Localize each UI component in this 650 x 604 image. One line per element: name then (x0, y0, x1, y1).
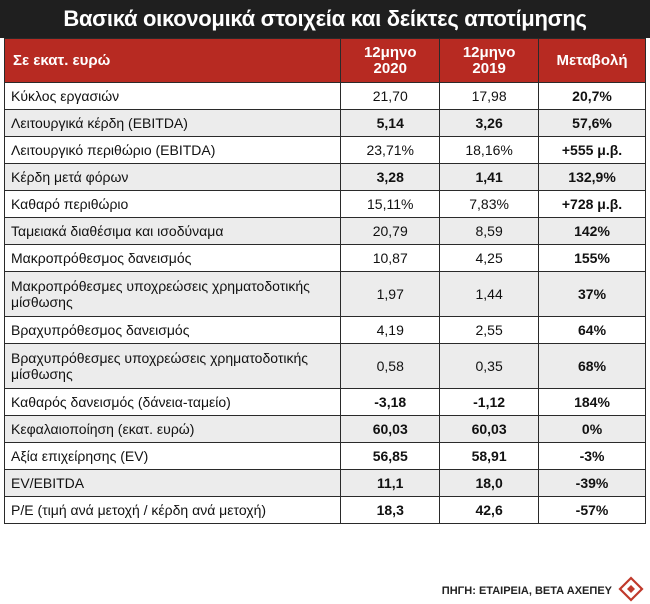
financial-table (4, 38, 646, 524)
value-2020: 10,87 (341, 245, 440, 272)
table-row (5, 497, 646, 524)
value-change: 155% (539, 245, 646, 272)
table-row (5, 470, 646, 497)
table-row (5, 389, 646, 416)
value-2019: 4,25 (440, 245, 539, 272)
table-row (5, 317, 646, 344)
row-label: Αξία επιχείρησης (EV) (5, 443, 341, 470)
table-row (5, 245, 646, 272)
table-row (5, 164, 646, 191)
value-change: 20,7% (539, 83, 646, 110)
row-label: Καθαρός δανεισμός (δάνεια-ταμείο) (5, 389, 341, 416)
value-2019: 1,44 (440, 272, 539, 317)
row-label: Κύκλος εργασιών (5, 83, 341, 110)
header-2019 (440, 39, 539, 83)
value-2020: 3,28 (341, 164, 440, 191)
value-change: -3% (539, 443, 646, 470)
value-change: 64% (539, 317, 646, 344)
value-2019: 42,6 (440, 497, 539, 524)
row-label: Λειτουργικό περιθώριο (EBITDA) (5, 137, 341, 164)
value-change: +728 μ.β. (539, 191, 646, 218)
value-change: 132,9% (539, 164, 646, 191)
value-2020: 0,58 (341, 344, 440, 389)
value-2019: 1,41 (440, 164, 539, 191)
value-2019: 18,0 (440, 470, 539, 497)
value-2020: -3,18 (341, 389, 440, 416)
row-label: Ταμειακά διαθέσιμα και ισοδύναμα (5, 218, 341, 245)
value-2019: 3,26 (440, 110, 539, 137)
value-change: -57% (539, 497, 646, 524)
table-row (5, 218, 646, 245)
value-change: 0% (539, 416, 646, 443)
table-title: Βασικά οικονομικά στοιχεία και δείκτες αποτίμησης (0, 0, 650, 38)
value-2020: 11,1 (341, 470, 440, 497)
value-2020: 56,85 (341, 443, 440, 470)
row-label: Κέρδη μετά φόρων (5, 164, 341, 191)
value-change: +555 μ.β. (539, 137, 646, 164)
value-2020: 23,71% (341, 137, 440, 164)
value-2019: 0,35 (440, 344, 539, 389)
row-label: Βραχυπρόθεσμος δανεισμός (5, 317, 341, 344)
table-row (5, 416, 646, 443)
value-2019: -1,12 (440, 389, 539, 416)
value-change: 142% (539, 218, 646, 245)
row-label: Βραχυπρόθεσμες υποχρεώσεις χρηματοδοτικής μίσθωσης (5, 344, 341, 389)
value-2020: 1,97 (341, 272, 440, 317)
value-2020: 18,3 (341, 497, 440, 524)
row-label: EV/EBITDA (5, 470, 341, 497)
value-change: 68% (539, 344, 646, 389)
row-label: Μακροπρόθεσμος δανεισμός (5, 245, 341, 272)
value-2020: 60,03 (341, 416, 440, 443)
value-2019: 18,16% (440, 137, 539, 164)
value-change: -39% (539, 470, 646, 497)
table-row (5, 110, 646, 137)
source-note (0, 580, 650, 604)
value-2019: 8,59 (440, 218, 539, 245)
publisher-logo-icon (618, 576, 644, 602)
row-label: Καθαρό περιθώριο (5, 191, 341, 218)
header-label: Σε εκατ. ευρώ (5, 39, 341, 83)
row-label: Κεφαλαιοποίηση (εκατ. ευρώ) (5, 416, 341, 443)
value-2020: 21,70 (341, 83, 440, 110)
table-body (5, 83, 646, 524)
table-row (5, 191, 646, 218)
source-text: ΠΗΓΗ: ΕΤΑΙΡΕΙΑ, ΒΕΤΑ ΑΧΕΠΕΥ (441, 585, 612, 597)
row-label: Μακροπρόθεσμες υποχρεώσεις χρηματοδοτικής μίσθωσης (5, 272, 341, 317)
table-row (5, 344, 646, 389)
value-change: 184% (539, 389, 646, 416)
value-2020: 5,14 (341, 110, 440, 137)
value-2020: 4,19 (341, 317, 440, 344)
header-2020 (341, 39, 440, 83)
value-2019: 2,55 (440, 317, 539, 344)
row-label: P/E (τιμή ανά μετοχή / κέρδη ανά μετοχή) (5, 497, 341, 524)
value-2019: 60,03 (440, 416, 539, 443)
row-label: Λειτουργικά κέρδη (EBITDA) (5, 110, 341, 137)
table-row (5, 443, 646, 470)
table-row (5, 272, 646, 317)
value-2019: 58,91 (440, 443, 539, 470)
value-change: 57,6% (539, 110, 646, 137)
table-row (5, 83, 646, 110)
header-change: Μεταβολή (539, 39, 646, 83)
header-2020-text: 12μηνο 2020 (363, 43, 417, 77)
value-2019: 17,98 (440, 83, 539, 110)
header-row (5, 39, 646, 83)
value-2020: 20,79 (341, 218, 440, 245)
value-2020: 15,11% (341, 191, 440, 218)
value-change: 37% (539, 272, 646, 317)
table-row (5, 137, 646, 164)
value-2019: 7,83% (440, 191, 539, 218)
header-2019-text: 12μηνο 2019 (462, 43, 516, 77)
